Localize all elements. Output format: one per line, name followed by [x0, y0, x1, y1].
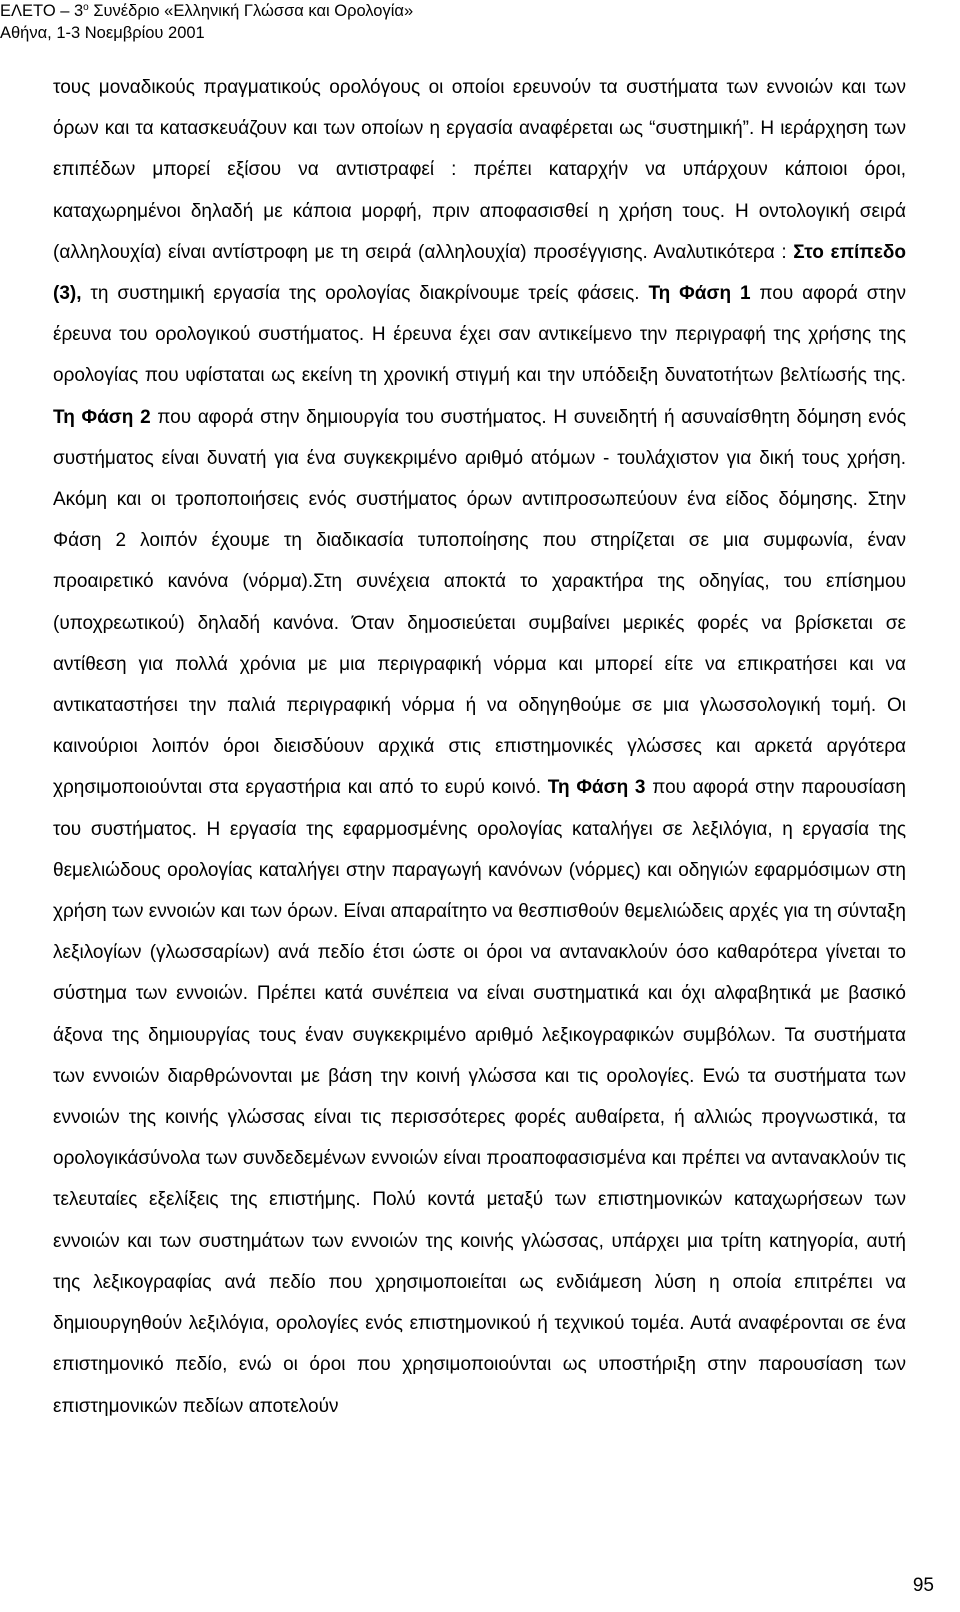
- bold-phrase-phase-1: Τη Φάση 1: [648, 283, 751, 305]
- bold-phrase-level-3: Στο επίπεδο (3),: [53, 241, 907, 305]
- bold-phrase-phase-2: Τη Φάση 2: [53, 406, 151, 428]
- page-number: 95: [912, 1575, 934, 1596]
- ordinal-superscript: ο: [83, 2, 89, 13]
- conference-title: ΕΛΕΤΟ – $3^o$ Συνέδριο «Ελληνική Γλώσσα και Ορολογία»: [0, 2, 414, 20]
- body-paragraph: τους μοναδικούς πραγματικούς ορολόγους οι οποίοι ερευνούν τα συστήματα των εννοιών και των όρων και τα κατασκευάζουν και των οποίων η εργασία αναφέρεται ως “συστημική”. Η ιεράρχηση των επιπέδων μπορεί εξίσου να αντιστραφεί : πρέπει καταρχήν να υπάρχουν κάποιοι όροι, καταχωρημένοι δηλαδή με κάποια μορφή, πριν αποφασισθεί η χρήση τους. Η οντολογική σειρά (αλληλουχία) είναι αντίστροφη με τη σειρά (αλληλουχία) προσέγγισης. Αναλυτικότερα : Στο επίπεδο (3), τη συστημική εργασία της ορολογίας διακρίνουμε τρείς φάσεις. Τη Φάση 1 που αφορά στην έρευνα του ορολογικού συστήματος. Η έρευνα έχει σαν αντικείμενο την περιγραφή της χρήσης της ορολογίας που υφίσταται ως εκείνη τη χρονική στιγμή και την υπόδειξη δυνατοτήτων βελτίωσής της. Τη Φάση 2 που αφορά στην δημιουργία του συστήματος. Η συνειδητή ή ασυναίσθητη δόμηση ενός συστήματος είναι δυνατή για ένα συγκεκριμένο αριθμό ατόμων - τουλάχιστον για δική τους χρήση. Ακόμη και οι τροποποιήσεις ενός συστήματος όρων αντιπροσωπεύουν ένα είδος δόμησης. Στην Φάση 2 λοιπόν έχουμε τη διαδικασία τυποποίησης που στηρίζεται σε μια συμφωνία, έναν προαιρετικό κανόνα (νόρμα).Στη συνέχεια αποκτά το χαρακτήρα της οδηγίας, του επίσημου (υποχρεωτικού) δηλαδή κανόνα. Όταν δημοσιεύεται συμβαίνει μερικές φορές να βρίσκεται σε αντίθεση για πολλά χρόνια με μια περιγραφική νόρμα και μπορεί είτε να επικρατήσει και να αντικαταστήσει την παλιά περιγραφική νόρμα ή να οδηγηθούμε σε μια γλωσσολογική τομή. Οι καινούριοι λοιπόν όροι διεισδύουν αρχικά στις επιστημονικές γλώσσες και αρκετά αργότερα χρησιμοποιούνται στα εργαστήρια και από το ευρύ κοινό. Τη Φάση 3 που αφορά στην παρουσίαση του συστήματος. Η εργασία της εφαρμοσμένης ορολογίας καταλήγει σε λεξιλόγια, η εργασία της θεμελιώδους ορολογίας καταλήγει στην παραγωγή κανόνων (νόρμες) και οδηγιών εφαρμόσιμων στη χρήση των εννοιών και των όρων. Είναι απαραίτητο να θεσπισθούν θεμελιώδεις αρχές για τη σύνταξη λεξιλογίων (γλωσσαρίων) ανά πεδίο έτσι ώστε οι όροι να αντανακλούν όσο καθαρότερα γίνεται το σύστημα των εννοιών. Πρέπει κατά συνέπεια να είναι συστηματικά και όχι αλφαβητικά με βασικό άξονα της δημιουργίας τους έναν συγκεκριμένο αριθμό λεξικογραφικών συμβόλων. Τα συστήματα των εννοιών διαρθρώνονται με βάση την κοινή γλώσσα και τις ορολογίες. Ενώ τα συστήματα των εννοιών της κοινής γλώσσας είναι τις περισσότερες φορές αυθαίρετα, ή αλλιώς προγνωστικά, τα ορολογικάσύνολα των συνδεδεμένων εννοιών είναι προαποφασισμένα και πρέπει να αντανακλούν τις τελευταίες εξελίξεις της επιστήμης. Πολύ κοντά μεταξύ των επιστημονικών καταχωρήσεων των εννοιών και των συστημάτων των εννοιών της κοινής γλώσσας, υπάρχει μια τρίτη κατηγορία, αυτή της λεξικογραφίας ανά πεδίο που χρησιμοποιείται ως ενδιάμεση λύση η οποία επιτρέπει να δημιουργηθούν λεξιλόγια, ορολογίες ενός επιστημονικού ή τεχνικού τομέα. Αυτά αναφέρονται σε ένα επιστημονικό πεδίο, ενώ οι όροι που χρησιμοποιούνται ως υποστήριξη στην παρουσίαση των επιστημονικών πεδίων αποτελούν: [53, 77, 907, 1417]
- conference-date: Αθήνα, 1-3 Νοεμβρίου 2001: [0, 24, 205, 42]
- running-header: [0, 0, 413, 44]
- bold-phrase-phase-3: Τη Φάση 3: [547, 777, 646, 799]
